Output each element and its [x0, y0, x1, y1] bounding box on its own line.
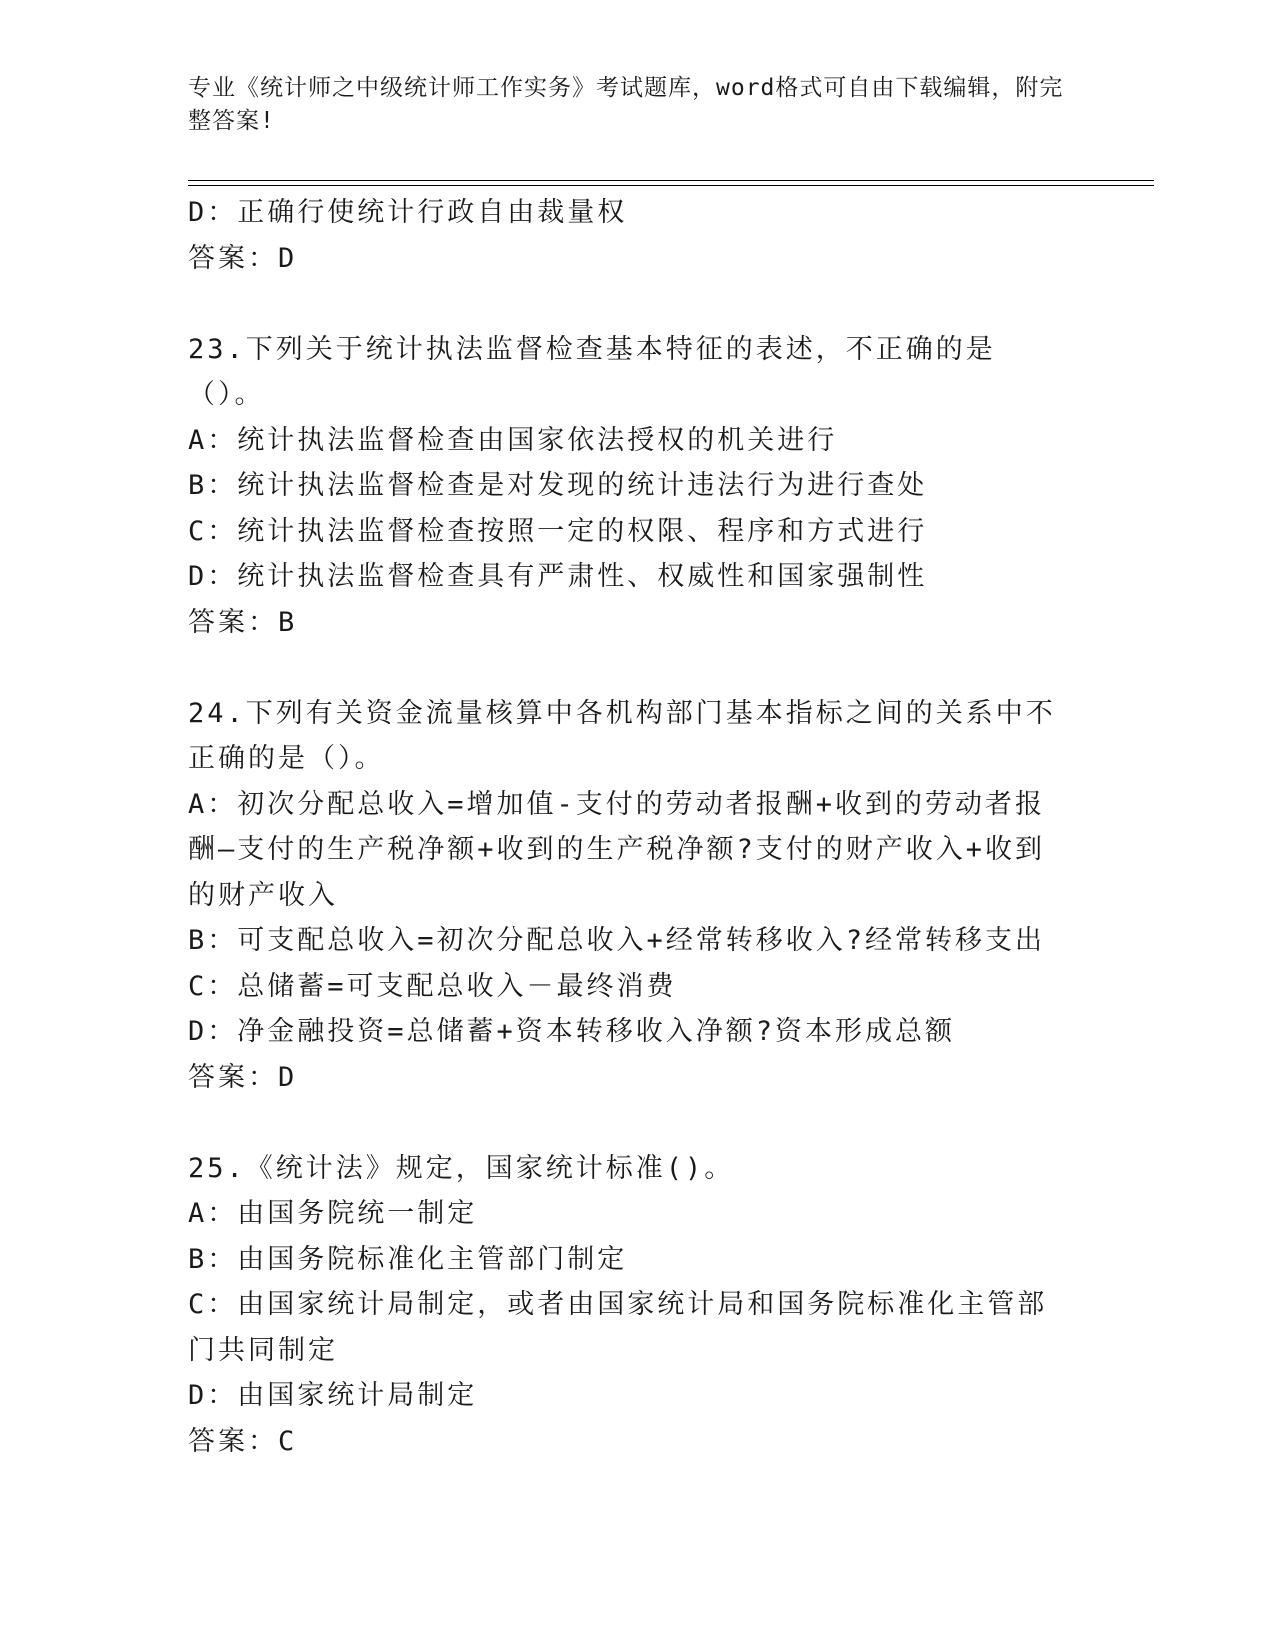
- question-25: [188, 1146, 1068, 1465]
- option-b: B：由国务院标准化主管部门制定: [188, 1243, 628, 1275]
- page-header: [188, 72, 1068, 138]
- question-stem: 25.《统计法》规定，国家统计标准()。: [188, 1152, 735, 1184]
- question-list: [188, 190, 1068, 1510]
- option-d: D：正确行使统计行政自由裁量权: [188, 197, 628, 228]
- question-24: [188, 691, 1068, 1101]
- option-d: D：由国家统计局制定: [188, 1380, 478, 1411]
- question-23: [188, 327, 1068, 646]
- header-title: 专业《统计师之中级统计师工作实务》考试题库，word格式可自由下载编辑，附完整答案!: [188, 75, 1064, 134]
- answer-line: [188, 1419, 1068, 1465]
- header-divider-bottom: [188, 185, 1154, 186]
- answer-value: B: [278, 606, 298, 638]
- option-c: C：由国家统计局制定，或者由国家统计局和国务院标准化主管部门共同制定: [188, 1289, 1048, 1366]
- option-a: A：统计执法监督检查由国家依法授权的机关进行: [188, 424, 838, 456]
- carryover-question: [188, 190, 1068, 281]
- answer-label: 答案：: [188, 242, 278, 274]
- option-a: A：初次分配总收入=增加值-支付的劳动者报酬+收到的劳动者报酬—支付的生产税净额+收到的生产税净额?支付的财产收入+收到的财产收入: [188, 788, 1046, 911]
- answer-label: 答案：: [188, 1061, 278, 1093]
- answer-value: C: [278, 1425, 298, 1457]
- option-a: A：由国务院统一制定: [188, 1198, 478, 1229]
- question-stem: 24.下列有关资金流量核算中各机构部门基本指标之间的关系中不正确的是（）。: [188, 697, 1056, 774]
- answer-line: [188, 236, 1068, 282]
- answer-line: [188, 1055, 1068, 1101]
- option-b: B：可支配总收入=初次分配总收入+经常转移收入?经常转移支出: [188, 925, 1046, 956]
- answer-value: D: [278, 1061, 298, 1093]
- option-c: C：统计执法监督检查按照一定的权限、程序和方式进行: [188, 515, 928, 547]
- answer-label: 答案：: [188, 1425, 278, 1457]
- header-divider-top: [188, 180, 1154, 181]
- option-b: B：统计执法监督检查是对发现的统计违法行为进行查处: [188, 470, 928, 501]
- answer-value: D: [278, 242, 298, 274]
- question-stem: 23.下列关于统计执法监督检查基本特征的表述，不正确的是（）。: [188, 333, 996, 410]
- option-c: C：总储蓄=可支配总收入－最终消费: [188, 970, 677, 1002]
- option-d: D：统计执法监督检查具有严肃性、权威性和国家强制性: [188, 561, 928, 592]
- option-d: D：净金融投资=总储蓄+资本转移收入净额?资本形成总额: [188, 1016, 956, 1047]
- answer-line: [188, 600, 1068, 646]
- answer-label: 答案：: [188, 606, 278, 638]
